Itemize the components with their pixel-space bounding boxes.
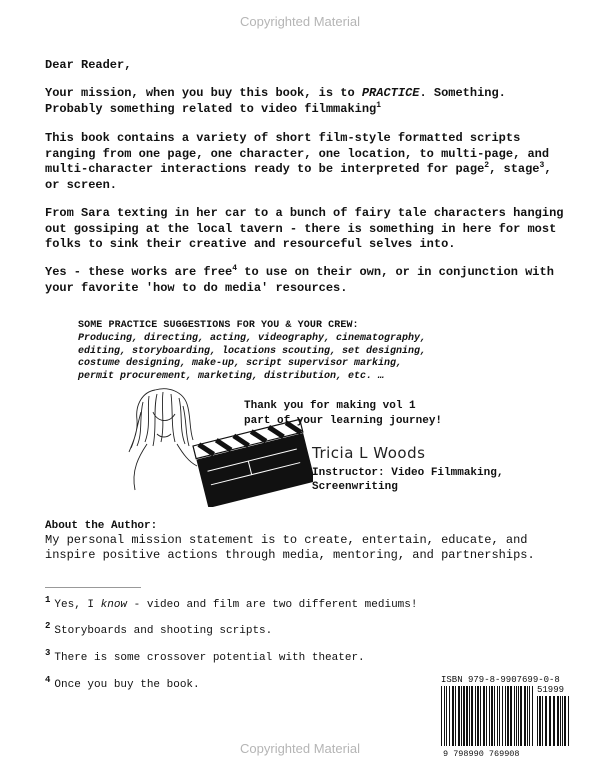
author-role	[312, 466, 503, 494]
footnote-2: $^2$ Storyboards and shooting scripts.	[45, 621, 273, 637]
footnote-1: $^1$ Yes, I know - video and film are two different mediums!	[45, 595, 418, 611]
role-line: Instructor: Video Filmmaking,	[312, 467, 504, 479]
suggestions-line: Producing, directing, acting, videography, cinematography,	[78, 332, 427, 344]
watermark-bottom: Copyrighted Material	[240, 741, 360, 756]
thank-you-line: part of your learning journey!	[244, 415, 443, 427]
paragraph-free: Yes - these works are free$^4$ to use on their own, or in conjunction with your favorite 'how to do media' resources.	[45, 264, 554, 295]
about-title: About the Author:	[45, 520, 158, 532]
paragraph-examples: From Sara texting in her car to a bunch of fairy tale characters hanging out gossiping at the local tavern - there is something in here for most folks to sink their creative and resourceful selves into.	[45, 206, 564, 251]
about-the-author	[45, 519, 575, 563]
paragraph-mission: Your mission, when you buy this book, is to PRACTICE. Something. Probably something related to video filmmaking$^1$	[45, 86, 506, 116]
footnote-divider	[45, 587, 141, 588]
role-line: Screenwriting	[312, 481, 398, 493]
watermark-top: Copyrighted Material	[240, 14, 360, 29]
paragraph-contents: This book contains a variety of short film-style formatted scripts ranging from one page, one character, one location, to multi-page, and multi-character interactions ready to be interpreted for page$^2$, stage$^3$, or screen.	[45, 131, 552, 192]
footnote-ref-1: 1	[376, 100, 382, 110]
thank-you-line: Thank you for making vol 1	[244, 400, 416, 412]
about-body: My personal mission statement is to create, entertain, educate, and inspire positive actions through media, mentoring, and partnerships.	[45, 533, 535, 562]
isbn-text: ISBN 979-8-9907699-0-8	[441, 675, 560, 685]
author-signature: Tricia L Woods	[312, 444, 426, 462]
footnote-3: $^3$ There is some crossover potential with theater.	[45, 648, 365, 664]
footnote-4: $^4$ Once you buy the book.	[45, 675, 200, 691]
thank-you-note	[244, 399, 484, 429]
suggestions-line: editing, storyboarding, locations scouting, set designing,	[78, 345, 427, 357]
suggestions-line: costume designing, make-up, script supervisor marking,	[78, 358, 403, 370]
barcode-digits: 9 798990 769908	[443, 749, 520, 758]
suggestions-heading: SOME PRACTICE SUGGESTIONS FOR YOU & YOUR CREW:	[78, 320, 359, 331]
practice-suggestions	[78, 320, 518, 384]
greeting: Dear Reader,	[45, 58, 132, 72]
suggestions-line: permit procurement, marketing, distribution, etc. …	[78, 371, 385, 383]
price-code: 51999	[537, 685, 565, 695]
